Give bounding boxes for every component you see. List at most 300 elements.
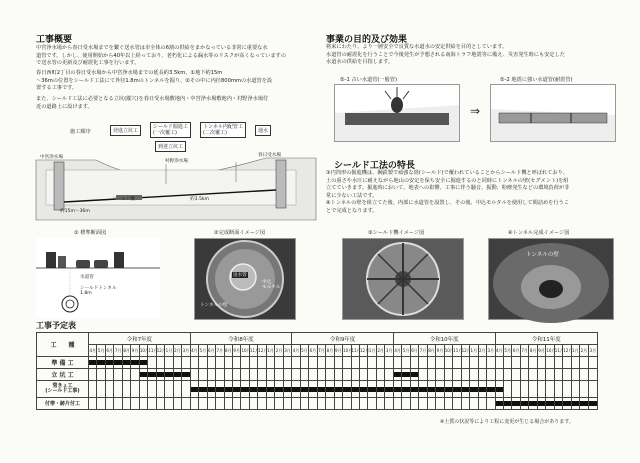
- schedule-bar: [589, 401, 597, 406]
- month-cell: 9月: [537, 345, 545, 357]
- schedule-cell: [427, 369, 435, 381]
- schedule-cell: [317, 369, 325, 381]
- schedule-bar: [208, 387, 215, 392]
- month-cell: 10月: [343, 345, 351, 357]
- flow-step-3: トンネル内配管工 (二次覆工): [200, 122, 246, 138]
- schedule-cell: [436, 369, 444, 381]
- label-murano: 村野浄水場: [165, 159, 188, 164]
- schedule-cell: [376, 381, 384, 398]
- schedule-bar: [123, 360, 130, 365]
- schedule-cell: [300, 398, 308, 410]
- schedule-cell: [199, 381, 207, 398]
- schedule-bar: [335, 387, 342, 392]
- schedule-cell: [216, 357, 224, 369]
- schedule-bar: [470, 387, 477, 392]
- schedule-cell: [232, 369, 240, 381]
- month-cell: 8月: [224, 345, 232, 357]
- row-label-prep: 準 備 工: [37, 357, 89, 369]
- schedule-cell: [529, 381, 537, 398]
- schedule-cell: [368, 357, 376, 369]
- schedule-bar: [385, 387, 392, 392]
- schedule-cell: [554, 357, 562, 369]
- schedule-cell: [537, 398, 545, 410]
- schedule-bar: [106, 360, 113, 365]
- schedule-cell: [182, 398, 190, 410]
- schedule-cell: [148, 357, 156, 369]
- month-cell: 11月: [453, 345, 461, 357]
- schedule-bar: [529, 401, 536, 406]
- month-cell: 8月: [326, 345, 334, 357]
- schedule-bar: [394, 387, 401, 392]
- schedule-bar: [301, 387, 308, 392]
- schedule-cell: [232, 357, 240, 369]
- month-cell: 5月: [199, 345, 207, 357]
- flow-label: 施工順序: [70, 129, 91, 135]
- schedule-cell: [580, 369, 588, 381]
- schedule-cell: [156, 381, 164, 398]
- schedule-cell: [190, 369, 198, 381]
- schedule-cell: [317, 381, 325, 398]
- schedule-cell: [461, 357, 469, 369]
- month-cell: 5月: [503, 345, 511, 357]
- schedule-bar: [174, 372, 181, 377]
- schedule-bar: [191, 387, 198, 392]
- schedule-bar: [267, 387, 274, 392]
- month-cell: 1月: [470, 345, 478, 357]
- schedule-cell: [292, 357, 300, 369]
- img2-label-pipe: 送水管: [233, 273, 247, 278]
- schedule-cell: [554, 381, 562, 398]
- month-cell: 12月: [360, 345, 368, 357]
- schedule-cell: [275, 398, 283, 410]
- schedule-cell: [512, 369, 520, 381]
- schedule-cell: [275, 369, 283, 381]
- schedule-cell: [122, 398, 130, 410]
- schedule-bar: [352, 387, 359, 392]
- schedule-cell: [402, 398, 410, 410]
- schedule-cell: [224, 357, 232, 369]
- schedule-cell: [258, 381, 266, 398]
- schedule-cell: [182, 381, 190, 398]
- schedule-cell: [503, 357, 511, 369]
- schedule-cell: [249, 381, 257, 398]
- schedule-cell: [232, 381, 240, 398]
- schedule-bar: [182, 372, 189, 377]
- schedule-cell: [487, 381, 495, 398]
- flow-step-5: 到達立坑工: [155, 141, 186, 152]
- schedule-cell: [427, 357, 435, 369]
- schedule-cell: [503, 369, 511, 381]
- schedule-bar: [428, 387, 435, 392]
- schedule-cell: [139, 381, 147, 398]
- year-r7: 令和7年度: [89, 333, 191, 345]
- schedule-cell: [410, 381, 418, 398]
- schedule-bar: [165, 372, 172, 377]
- schedule-cell: [326, 369, 334, 381]
- label-nakamiya: 中宮浄水場: [40, 155, 63, 160]
- schedule-cell: [385, 357, 393, 369]
- schedule-cell: [105, 357, 113, 369]
- schedule-bar: [538, 401, 545, 406]
- schedule-cell: [453, 369, 461, 381]
- schedule-cell: [563, 398, 571, 410]
- overview-paragraph-1: 中宮浄水場から春日受水場までを繋ぐ送水管は市全体の6割の供給をまかなっている非常に重要な水 道管です。しかし、使用開始から40年以上経っており、老朽化による漏水等のリスクが高くなっていますの で送水管の更新及び耐震化工事を行います。: [36, 45, 286, 67]
- schedule-cell: [249, 369, 257, 381]
- caption-shield-machine: ③シールド機イメージ図: [368, 230, 425, 236]
- schedule-cell: [512, 357, 520, 369]
- schedule-cell: [351, 381, 359, 398]
- schedule-cell: [436, 357, 444, 369]
- schedule-bar: [368, 387, 375, 392]
- schedule-cell: [89, 381, 97, 398]
- schedule-cell: [478, 357, 486, 369]
- schedule-cell: [546, 398, 554, 410]
- schedule-bar: [504, 401, 511, 406]
- month-cell: 9月: [232, 345, 240, 357]
- schedule-cell: [376, 398, 384, 410]
- month-cell: 6月: [105, 345, 113, 357]
- schedule-cell: [292, 398, 300, 410]
- schedule-cell: [520, 398, 528, 410]
- schedule-cell: [503, 381, 511, 398]
- schedule-title: 工事予定表: [36, 321, 76, 330]
- schedule-cell: [571, 381, 579, 398]
- schedule-cell: [249, 357, 257, 369]
- row-label-shaft: 立 坑 工: [37, 369, 89, 381]
- img1-label-pipe: 水道管: [80, 275, 94, 280]
- schedule-cell: [139, 398, 147, 410]
- schedule-cell: [326, 381, 334, 398]
- schedule-cell: [410, 398, 418, 410]
- caption-tunnel-complete: ④トンネル完成イメージ図: [508, 230, 570, 236]
- schedule-cell: [343, 398, 351, 410]
- schedule-cell: [546, 357, 554, 369]
- month-cell: 1月: [368, 345, 376, 357]
- schedule-cell: [571, 369, 579, 381]
- schedule-bar: [479, 387, 486, 392]
- schedule-cell: [360, 398, 368, 410]
- schedule-cell: [453, 381, 461, 398]
- schedule-cell: [393, 398, 401, 410]
- schedule-bar: [462, 387, 469, 392]
- label-kasuga: 春日受水場: [258, 153, 281, 158]
- schedule-cell: [563, 381, 571, 398]
- shield-machine-image: [342, 238, 464, 320]
- year-r10: 令和10年度: [393, 333, 495, 345]
- schedule-cell: [529, 398, 537, 410]
- schedule-cell: [283, 398, 291, 410]
- schedule-cell: [495, 381, 503, 398]
- schedule-cell: [334, 381, 342, 398]
- schedule-cell: [207, 357, 215, 369]
- schedule-cell: [554, 369, 562, 381]
- schedule-cell: [148, 381, 156, 398]
- schedule-cell: [461, 369, 469, 381]
- overview-paragraph-2: 春日西町2丁目の春日受水場から中宮浄水場までの延長約3.5km、①地下約15m ～36mの位置をシールド工法にて外径1.8mのトンネルを掘り、②その中に内径800mmの水道管を設 置する工事です。: [36, 70, 273, 92]
- schedule-cell: [165, 398, 173, 410]
- year-r9: 令和9年度: [292, 333, 394, 345]
- schedule-cell: [453, 357, 461, 369]
- schedule-cell: [300, 369, 308, 381]
- schedule-cell: [478, 369, 486, 381]
- month-cell: 7月: [419, 345, 427, 357]
- month-cell: 10月: [546, 345, 554, 357]
- schedule-bar: [411, 372, 418, 377]
- schedule-cell: [283, 357, 291, 369]
- schedule-cell: [317, 357, 325, 369]
- schedule-cell: [529, 357, 537, 369]
- schedule-bar: [250, 387, 257, 392]
- month-cell: 2月: [376, 345, 384, 357]
- schedule-cell: [241, 357, 249, 369]
- caption-old-pipe: ⑤-1 古い水道管(一般管): [340, 77, 398, 83]
- schedule-cell: [427, 381, 435, 398]
- schedule-bar: [225, 387, 232, 392]
- schedule-cell: [122, 369, 130, 381]
- schedule-bar: [496, 387, 503, 392]
- schedule-cell: [588, 357, 597, 369]
- month-cell: 10月: [444, 345, 452, 357]
- schedule-cell: [470, 398, 478, 410]
- schedule-bar: [284, 387, 291, 392]
- schedule-cell: [199, 357, 207, 369]
- schedule-cell: [351, 398, 359, 410]
- month-cell: 7月: [520, 345, 528, 357]
- schedule-bar: [453, 387, 460, 392]
- schedule-cell: [402, 381, 410, 398]
- caption-quake-pipe: ⑤-2 地震に強い水道管(耐震管): [500, 77, 573, 83]
- month-cell: 11月: [351, 345, 359, 357]
- month-cell: 5月: [300, 345, 308, 357]
- standard-section-drawing: [36, 238, 160, 318]
- schedule-bar: [131, 360, 138, 365]
- schedule-cell: [588, 381, 597, 398]
- schedule-cell: [351, 357, 359, 369]
- schedule-cell: [139, 357, 147, 369]
- schedule-cell: [165, 381, 173, 398]
- label-tunnel-length: 約3.5km: [190, 197, 210, 202]
- purpose-paragraph: 将来にわたり、より一層安全で良質な水道水の安定供給を目的としています。 水道管の耐震化を行うことで今後発生が予想される南海トラフ地震等に備え、災害発生時にも安定した 水道水の供給を目指します。: [326, 44, 565, 66]
- schedule-cell: [436, 381, 444, 398]
- schedule-cell: [89, 398, 97, 410]
- month-cell: 6月: [512, 345, 520, 357]
- schedule-cell: [563, 357, 571, 369]
- label-shield: シールド機: [112, 197, 135, 202]
- month-cell: 3月: [487, 345, 495, 357]
- schedule-note: ※土質の状況等により工程に変更が生じる場合があります。: [440, 419, 574, 425]
- schedule-cell: [546, 381, 554, 398]
- year-r11: 令和11年度: [495, 333, 598, 345]
- schedule-month-row: [37, 345, 598, 357]
- schedule-cell: [436, 398, 444, 410]
- schedule-cell: [114, 369, 122, 381]
- month-cell: 4月: [292, 345, 300, 357]
- schedule-cell: [461, 381, 469, 398]
- month-cell: 5月: [402, 345, 410, 357]
- schedule-cell: [546, 369, 554, 381]
- schedule-cell: [520, 357, 528, 369]
- schedule-bar: [436, 387, 443, 392]
- schedule-cell: [131, 357, 139, 369]
- schedule-cell: [309, 369, 317, 381]
- schedule-cell: [444, 369, 452, 381]
- month-cell: 10月: [139, 345, 147, 357]
- schedule-cell: [334, 357, 342, 369]
- arrow-icon: ⇒: [470, 104, 481, 118]
- schedule-cell: [351, 369, 359, 381]
- schedule-cell: [216, 381, 224, 398]
- schedule-row-head: 工 種: [37, 333, 89, 357]
- schedule-cell: [326, 357, 334, 369]
- month-cell: 12月: [461, 345, 469, 357]
- schedule-cell: [258, 357, 266, 369]
- schedule-cell: [537, 381, 545, 398]
- schedule-cell: [114, 398, 122, 410]
- schedule-cell: [520, 369, 528, 381]
- month-cell: 2月: [580, 345, 588, 357]
- schedule-bar: [563, 401, 570, 406]
- schedule-cell: [190, 357, 198, 369]
- schedule-cell: [470, 369, 478, 381]
- schedule-cell: [419, 398, 427, 410]
- schedule-cell: [419, 369, 427, 381]
- schedule-cell: [148, 398, 156, 410]
- schedule-cell: [266, 369, 274, 381]
- month-cell: 9月: [334, 345, 342, 357]
- schedule-bar: [512, 401, 519, 406]
- schedule-cell: [190, 381, 198, 398]
- flow-step-4: 通水: [255, 125, 271, 136]
- schedule-cell: [241, 381, 249, 398]
- month-cell: 3月: [182, 345, 190, 357]
- schedule-year-row: [37, 333, 598, 345]
- schedule-row-finish: [37, 398, 598, 410]
- section-title-overview: 工事概要: [36, 35, 73, 45]
- overview-paragraph-3: また、シールド工法に必要となる立坑(縦穴)を春日受水場敷地内・中宮浄水場敷地内・村野浄水場付 近の道路上に設けます。: [36, 96, 269, 110]
- schedule-cell: [224, 381, 232, 398]
- schedule-table: [36, 332, 598, 410]
- month-cell: 6月: [207, 345, 215, 357]
- schedule-cell: [487, 357, 495, 369]
- schedule-cell: [368, 369, 376, 381]
- schedule-bar: [199, 387, 206, 392]
- schedule-cell: [444, 398, 452, 410]
- schedule-bar: [555, 401, 562, 406]
- month-cell: 8月: [427, 345, 435, 357]
- month-cell: 2月: [275, 345, 283, 357]
- schedule-cell: [410, 357, 418, 369]
- schedule-cell: [97, 381, 105, 398]
- month-cell: 1月: [266, 345, 274, 357]
- schedule-cell: [427, 398, 435, 410]
- schedule-cell: [232, 398, 240, 410]
- schedule-cell: [224, 369, 232, 381]
- month-cell: 6月: [410, 345, 418, 357]
- schedule-cell: [207, 381, 215, 398]
- schedule-cell: [529, 369, 537, 381]
- schedule-cell: [182, 357, 190, 369]
- schedule-bar: [445, 387, 452, 392]
- schedule-bar: [309, 387, 316, 392]
- old-pipe-image: [334, 84, 460, 142]
- schedule-bar: [114, 360, 121, 365]
- schedule-bar: [140, 360, 147, 365]
- schedule-cell: [402, 357, 410, 369]
- month-cell: 4月: [393, 345, 401, 357]
- schedule-cell: [122, 381, 130, 398]
- schedule-cell: [300, 381, 308, 398]
- schedule-cell: [487, 398, 495, 410]
- schedule-cell: [207, 398, 215, 410]
- schedule-cell: [580, 357, 588, 369]
- schedule-bar: [419, 387, 426, 392]
- schedule-cell: [165, 357, 173, 369]
- schedule-bar: [258, 387, 265, 392]
- schedule-cell: [495, 398, 503, 410]
- schedule-cell: [360, 369, 368, 381]
- section-title-purpose: 事業の目的及び効果: [326, 35, 408, 45]
- schedule-cell: [114, 381, 122, 398]
- schedule-cell: [249, 398, 257, 410]
- month-cell: 4月: [89, 345, 97, 357]
- schedule-cell: [275, 381, 283, 398]
- schedule-bar: [572, 401, 579, 406]
- schedule-cell: [478, 381, 486, 398]
- schedule-bar: [140, 372, 147, 377]
- img1-label-tunnel: シールドトンネル 1.8m: [80, 286, 117, 296]
- schedule-cell: [165, 369, 173, 381]
- schedule-cell: [216, 398, 224, 410]
- schedule-cell: [309, 398, 317, 410]
- schedule-cell: [385, 369, 393, 381]
- row-label-pipe: 管きょ工 (シールド工事): [37, 381, 89, 398]
- schedule-cell: [173, 357, 181, 369]
- schedule-cell: [495, 369, 503, 381]
- schedule-cell: [512, 398, 520, 410]
- month-cell: 11月: [148, 345, 156, 357]
- schedule-cell: [139, 369, 147, 381]
- schedule-cell: [571, 398, 579, 410]
- schedule-cell: [173, 369, 181, 381]
- schedule-bar: [496, 401, 503, 406]
- schedule-cell: [266, 381, 274, 398]
- month-cell: 12月: [156, 345, 164, 357]
- schedule-cell: [156, 357, 164, 369]
- schedule-cell: [410, 369, 418, 381]
- schedule-cell: [114, 357, 122, 369]
- month-cell: 7月: [216, 345, 224, 357]
- month-cell: 3月: [385, 345, 393, 357]
- schedule-cell: [105, 398, 113, 410]
- schedule-bar: [343, 387, 350, 392]
- schedule-cell: [343, 357, 351, 369]
- schedule-cell: [258, 398, 266, 410]
- schedule-row-pipe: [37, 381, 598, 398]
- month-cell: 5月: [97, 345, 105, 357]
- schedule-bar: [402, 372, 409, 377]
- schedule-cell: [156, 398, 164, 410]
- schedule-cell: [97, 398, 105, 410]
- schedule-cell: [537, 357, 545, 369]
- section-title-shield: シールド工法の特長: [334, 161, 415, 171]
- schedule-cell: [393, 381, 401, 398]
- schedule-cell: [156, 369, 164, 381]
- schedule-cell: [588, 398, 597, 410]
- schedule-cell: [89, 357, 97, 369]
- schedule-cell: [537, 369, 545, 381]
- month-cell: 3月: [283, 345, 291, 357]
- schedule-cell: [360, 381, 368, 398]
